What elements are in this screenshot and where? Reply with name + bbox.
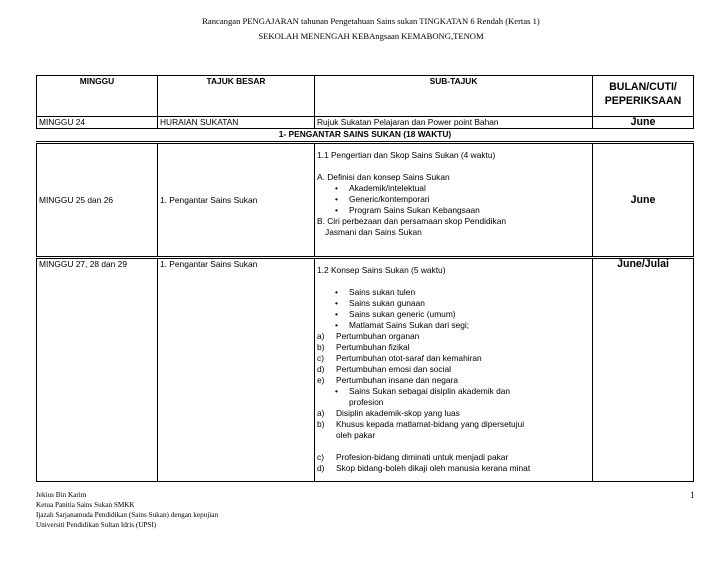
tajuk-cell: 1. Pengantar Sains Sukan: [158, 143, 315, 258]
table-header-row: [37, 76, 694, 117]
alpha-list: a) Pertumbuhan organan b) Pertumbuhan fizikal c) Pertumbuhan otot-saraf dan kemahiran d) Pertumbuhan emosi dan social e) Pertumbuhan insane dan negara: [317, 331, 482, 385]
tajuk-cell: 1. Pengantar Sains Sukan: [158, 258, 315, 482]
table-row: [37, 143, 694, 258]
minggu-cell: MINGGU 27, 28 dan 29: [37, 258, 158, 482]
col-bulan-header: BULAN/CUTI/ PEPERIKSAAN: [593, 76, 694, 117]
section-title: 1- PENGANTAR SAINS SUKAN (18 WAKTU): [37, 129, 694, 143]
bullet-list: • Akademik/intelektual • Generic/kontemporari • Program Sains Sukan Kebangsaan: [317, 183, 590, 216]
alpha-list: a) Disiplin akademik-skop yang luas b) Khusus kepada matlamat-bidang yang dipersetujui oleh pakar: [317, 408, 525, 440]
bullet-list: • Sains Sukan sebagai disiplin akademik dan: [317, 386, 590, 397]
minggu-cell: MINGGU 24: [37, 117, 158, 129]
footer-position: Ketua Panitia Sains Sukan SMKK: [36, 501, 135, 509]
bulan-cell: June/Julai: [593, 258, 694, 482]
lesson-plan-table: [36, 75, 694, 482]
table-row: [37, 117, 694, 129]
col-minggu-header: MINGGU: [37, 76, 158, 117]
bulan-cell: June: [593, 117, 694, 129]
sub-cell: 1.1 Pengertian dan Skop Sains Sukan (4 waktu) A. Definisi dan konsep Sains Sukan • Akademik/intelektual • Generic/kontemporari • Program Sains Sukan Kebangsaan B. Ciri perbezaan dan persamaan skop Pendidikan Jasmani dan Sains Sukan: [315, 143, 593, 258]
bulan-cell: June: [593, 143, 694, 258]
sub-cell: Rujuk Sukatan Pelajaran dan Power point Bahan: [315, 117, 593, 129]
bullet-list: • Sains sukan tulen • Sains sukan gunaan • Sains sukan generic (umum) • Matlamat Sains Sukan dari segi;: [317, 287, 590, 331]
footer-name: Jekius Bin Karim: [36, 491, 87, 499]
minggu-cell: MINGGU 25 dan 26: [37, 143, 158, 258]
footer: [36, 490, 218, 530]
col-tajuk-header: TAJUK BESAR: [158, 76, 315, 117]
section-title-row: [37, 129, 694, 143]
header-school: SEKOLAH MENENGAH KEBAngsaan KEMABONG,TENOM: [258, 31, 484, 41]
header-title: Rancangan PENGAJARAN tahunan Pengetahuan Sains sukan TINGKATAN 6 Rendah (Kertas 1): [202, 16, 540, 26]
footer-university: Universiti Pendidikan Sultan Idris (UPSI): [36, 521, 157, 529]
col-sub-header: SUB-TAJUK: [315, 76, 593, 117]
table-row: [37, 258, 694, 482]
sub-cell: 1.2 Konsep Sains Sukan (5 waktu) • Sains sukan tulen • Sains sukan gunaan • Sains sukan generic (umum) • Matlamat Sains Sukan dari segi; a) Pertumbuhan organan b) Pertumbuhan fizikal c) Pertumbuhan otot-saraf dan kemahiran d) Pertumbuhan emosi dan social e) Pertumbuhan insane dan negara • Sains Sukan sebagai disiplin akademik dan profesion a) Disiplin akademik-skop yang luas b) Khusus kepada matlamat-bidang yang dipersetujui oleh pakar c) Profesion-bidang diminati untuk menjadi pakar d) Skop bidang-boleh dikaji oleh manusia kerana minat: [315, 258, 593, 482]
alpha-list: c) Profesion-bidang diminati untuk menjadi pakar d) Skop bidang-boleh dikaji oleh manusia kerana minat: [317, 452, 531, 473]
footer-degree: Ijazah Sarjanamuda Pendidikan (Sains Sukan) dengan kepujian: [36, 511, 219, 519]
page-number: 1: [690, 490, 695, 500]
tajuk-cell: HURAIAN SUKATAN: [158, 117, 315, 129]
